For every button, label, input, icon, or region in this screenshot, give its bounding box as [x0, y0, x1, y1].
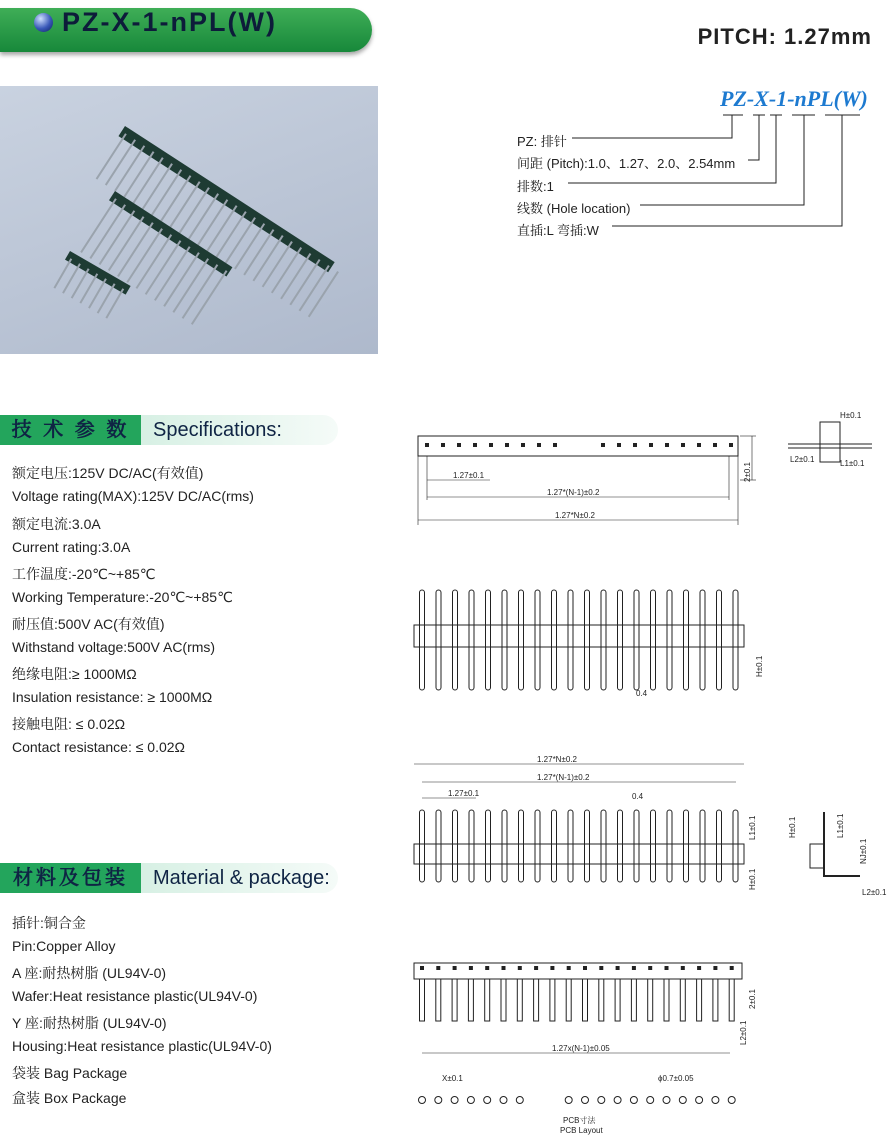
top-view-pin-square — [617, 443, 621, 447]
bent-view-pin — [585, 810, 590, 882]
pcb-hole — [712, 1097, 719, 1104]
right-angle-pin-square — [632, 966, 636, 970]
top-view-pin-square — [649, 443, 653, 447]
straight-pin — [585, 590, 590, 690]
photo-pin — [189, 194, 218, 239]
dim-pcb-pitch: 1.27x(N-1)±0.05 — [552, 1044, 610, 1053]
material-header-en: Material & package: — [141, 863, 338, 893]
pcb-layout-label-zh: PCB寸法 — [563, 1116, 596, 1125]
dim-pitch: 1.27±0.1 — [453, 471, 485, 480]
photo-pin — [216, 212, 245, 257]
pcb-hole — [598, 1097, 605, 1104]
photo-pin — [226, 218, 255, 263]
right-angle-pin-square — [485, 966, 489, 970]
straight-pin — [453, 590, 458, 690]
pcb-hole — [663, 1097, 670, 1104]
right-angle-pin-square — [616, 966, 620, 970]
dim-pin-width: 0.4 — [636, 689, 648, 698]
pcb-hole — [696, 1097, 703, 1104]
bent-view-pin — [684, 810, 689, 882]
bent-view-pin — [667, 810, 672, 882]
straight-pin — [502, 590, 507, 690]
photo-pin — [198, 200, 227, 245]
right-angle-pin — [566, 979, 571, 1021]
bent-view-pin — [469, 810, 474, 882]
dim-bent-l1: L1±0.1 — [748, 815, 757, 840]
dim-bent-pin-width: 0.4 — [632, 792, 644, 801]
spec-line: 额定电流:3.0A — [12, 516, 101, 532]
right-angle-pin-square — [730, 966, 734, 970]
bent-view-pin — [519, 810, 524, 882]
material-line: Wafer:Heat resistance plastic(UL94V-0) — [12, 988, 258, 1004]
material-header — [0, 863, 338, 893]
top-view-pin-square — [457, 443, 461, 447]
pcb-hole — [484, 1097, 491, 1104]
straight-pin — [601, 590, 606, 690]
straight-pin — [684, 590, 689, 690]
dim-side2-nj: NJ±0.1 — [859, 838, 868, 864]
pcb-hole — [516, 1097, 523, 1104]
bent-view-pin — [717, 810, 722, 882]
dim-bent-h: H±0.1 — [748, 868, 757, 890]
photo-pin — [281, 254, 310, 299]
top-view-pin-square — [473, 443, 477, 447]
straight-pin — [552, 590, 557, 690]
right-angle-pin — [420, 979, 425, 1021]
photo-pin — [263, 242, 292, 287]
dim-side-l1: L1±0.1 — [840, 459, 865, 468]
straight-pin — [717, 590, 722, 690]
pcb-layout-label-en: PCB Layout — [560, 1126, 603, 1135]
drawing-front-view-straight — [400, 585, 780, 700]
bent-view-pin — [733, 810, 738, 882]
top-view-pin-square — [697, 443, 701, 447]
photo-pin — [290, 260, 319, 305]
dim-side2-l2: L2±0.1 — [862, 888, 887, 897]
product-photo — [0, 86, 378, 354]
material-line: Y 座:耐热树脂 (UL94V-0) — [12, 1015, 167, 1031]
straight-pin — [568, 590, 573, 690]
top-view-pin-square — [521, 443, 525, 447]
top-view-pin-square — [505, 443, 509, 447]
top-view-pin-square — [553, 443, 557, 447]
photo-pin — [143, 164, 172, 209]
photo-pin — [207, 206, 236, 251]
photo-pin — [106, 140, 135, 185]
right-angle-pin — [517, 979, 522, 1021]
bent-view-pin — [436, 810, 441, 882]
pcb-hole — [419, 1097, 426, 1104]
part-number-code: PZ-X-1-nPL(W) — [720, 86, 868, 111]
dim-pcb-l2: L2±0.1 — [739, 1020, 748, 1045]
pcb-hole — [467, 1097, 474, 1104]
dim-bent-span: 1.27*(N-1)±0.2 — [537, 773, 590, 782]
bent-view-pin — [601, 810, 606, 882]
photo-pin — [170, 182, 199, 227]
material-line: Pin:Copper Alloy — [12, 938, 116, 954]
right-angle-pin — [680, 979, 685, 1021]
material-line: Housing:Heat resistance plastic(UL94V-0) — [12, 1038, 272, 1054]
right-angle-pin-square — [502, 966, 506, 970]
right-angle-pin — [631, 979, 636, 1021]
dim-side2-h: H±0.1 — [788, 816, 797, 838]
legend-item-hole-location: 线数 (Hole location) — [517, 201, 631, 216]
spec-line: 工作温度:-20℃~+85℃ — [12, 566, 156, 582]
bullet-ball-icon — [34, 13, 53, 32]
pcb-hole — [614, 1097, 621, 1104]
dim-bent-length: 1.27*N±0.2 — [537, 755, 577, 764]
legend-item-type: 直插:L 弯插:W — [517, 223, 599, 238]
bent-view-pin — [618, 810, 623, 882]
material-line: 插针:铜合金 — [12, 915, 86, 931]
top-view-pin-square — [633, 443, 637, 447]
straight-pin — [634, 590, 639, 690]
right-angle-pin — [452, 979, 457, 1021]
pcb-hole — [630, 1097, 637, 1104]
right-angle-pin-square — [420, 966, 424, 970]
spec-line: Working Temperature:-20℃~+85℃ — [12, 589, 233, 605]
dim-side-h: H±0.1 — [840, 411, 862, 420]
top-view-pin-square — [441, 443, 445, 447]
right-angle-pin-square — [681, 966, 685, 970]
right-angle-pin — [501, 979, 506, 1021]
dim-side-l2: L2±0.1 — [790, 455, 815, 464]
pcb-hole — [435, 1097, 442, 1104]
pitch-label: PITCH: 1.27mm — [697, 24, 872, 49]
photo-pin — [124, 152, 153, 197]
photo-pin — [235, 224, 264, 269]
photo-pin — [180, 188, 209, 233]
dim-pcb-x: X±0.1 — [442, 1074, 463, 1083]
dim-pcb-height: 2±0.1 — [748, 989, 757, 1009]
bent-view-pin — [634, 810, 639, 882]
specs-header — [0, 415, 338, 445]
right-angle-pin-square — [697, 966, 701, 970]
straight-pin — [651, 590, 656, 690]
material-line: 袋装 Bag Package — [12, 1065, 128, 1081]
pcb-hole — [565, 1097, 572, 1104]
straight-pin — [733, 590, 738, 690]
specs-header-en: Specifications: — [141, 415, 338, 445]
pin-header-illustration — [0, 86, 378, 354]
right-angle-pin-square — [469, 966, 473, 970]
dim-bent-pitch: 1.27±0.1 — [448, 789, 480, 798]
legend-item-pitch: 间距 (Pitch):1.0、1.27、2.0、2.54mm — [517, 156, 736, 171]
right-angle-pin-square — [648, 966, 652, 970]
photo-pin — [299, 266, 328, 311]
right-angle-pin-square — [599, 966, 603, 970]
bent-view-pin — [568, 810, 573, 882]
straight-pin — [469, 590, 474, 690]
bent-view-pin — [700, 810, 705, 882]
photo-pin — [272, 248, 301, 293]
straight-pin — [618, 590, 623, 690]
dim-side2-l1: L1±0.1 — [836, 813, 845, 838]
spec-line: Contact resistance: ≤ 0.02Ω — [12, 739, 186, 755]
material-line: A 座:耐热树脂 (UL94V-0) — [12, 965, 167, 981]
photo-pin — [133, 158, 162, 203]
pcb-hole — [679, 1097, 686, 1104]
right-angle-pin — [713, 979, 718, 1021]
legend-item-rows: 排数:1 — [517, 179, 554, 194]
right-angle-pin-square — [713, 966, 717, 970]
specs-header-zh: 技 术 参 数 — [0, 415, 141, 445]
pcb-hole — [500, 1097, 507, 1104]
photo-pin — [244, 230, 273, 275]
photo-pin — [97, 134, 126, 179]
spec-line: 绝缘电阻:≥ 1000MΩ — [12, 666, 137, 682]
top-view-pin-square — [681, 443, 685, 447]
right-angle-pin — [697, 979, 702, 1021]
pcb-hole — [582, 1097, 589, 1104]
right-angle-pin-square — [534, 966, 538, 970]
right-angle-pin — [664, 979, 669, 1021]
bent-view-pin — [502, 810, 507, 882]
straight-pin — [535, 590, 540, 690]
right-angle-pin-square — [436, 966, 440, 970]
right-angle-pin-square — [453, 966, 457, 970]
right-angle-pin — [436, 979, 441, 1021]
straight-pin — [700, 590, 705, 690]
right-angle-pin-square — [518, 966, 522, 970]
photo-pin — [161, 176, 190, 221]
top-view-pin-square — [537, 443, 541, 447]
straight-pin — [420, 590, 425, 690]
photo-pin — [115, 146, 144, 191]
straight-pin — [667, 590, 672, 690]
right-angle-pin — [583, 979, 588, 1021]
pcb-hole — [728, 1097, 735, 1104]
spec-line: Withstand voltage:500V AC(rms) — [12, 639, 216, 655]
drawing-front-view-bent — [400, 752, 890, 897]
pcb-hole — [451, 1097, 458, 1104]
top-view-pin-square — [729, 443, 733, 447]
top-view-pin-square — [601, 443, 605, 447]
right-angle-pin-square — [567, 966, 571, 970]
spec-line: 耐压值:500V AC(有效值) — [12, 616, 165, 632]
bent-view-pin — [552, 810, 557, 882]
spec-line: 额定电压:125V DC/AC(有效值) — [12, 465, 204, 481]
spec-line: Insulation resistance: ≥ 1000MΩ — [12, 689, 213, 705]
right-angle-pin-square — [583, 966, 587, 970]
right-angle-pin — [550, 979, 555, 1021]
straight-pin — [436, 590, 441, 690]
right-angle-pin-square — [665, 966, 669, 970]
dim-length: 1.27*N±0.2 — [555, 511, 595, 520]
spec-line: Voltage rating(MAX):125V DC/AC(rms) — [12, 488, 254, 504]
right-angle-pin — [599, 979, 604, 1021]
drawing-pcb-layout — [400, 945, 780, 1135]
photo-pin — [253, 236, 282, 281]
top-view-pin-square — [489, 443, 493, 447]
right-angle-pin-square — [550, 966, 554, 970]
right-angle-pin — [615, 979, 620, 1021]
spec-line: 接触电阻: ≤ 0.02Ω — [12, 716, 126, 732]
right-angle-pin — [468, 979, 473, 1021]
dim-pcb-hole: ϕ0.7±0.05 — [658, 1074, 694, 1083]
right-angle-pin — [485, 979, 490, 1021]
straight-pin — [486, 590, 491, 690]
spec-line: Current rating:3.0A — [12, 539, 131, 555]
material-header-zh: 材料及包装 — [0, 863, 141, 893]
legend-item-series: PZ: 排针 — [517, 134, 567, 149]
top-view-pin-square — [665, 443, 669, 447]
page-title: PZ-X-1-nPL(W) — [62, 7, 277, 37]
material-line: 盒装 Box Package — [12, 1090, 127, 1106]
top-view-pin-square — [713, 443, 717, 447]
top-view-pin-square — [425, 443, 429, 447]
dim-front-h: H±0.1 — [755, 655, 764, 677]
photo-pin — [309, 272, 338, 317]
bent-view-pin — [453, 810, 458, 882]
pcb-hole — [647, 1097, 654, 1104]
drawing-top-view — [400, 400, 890, 530]
bent-view-pin — [535, 810, 540, 882]
straight-pin — [519, 590, 524, 690]
right-angle-pin — [648, 979, 653, 1021]
bent-view-pin — [651, 810, 656, 882]
right-angle-pin — [729, 979, 734, 1021]
photo-pin — [152, 170, 181, 215]
bent-view-pin — [486, 810, 491, 882]
dim-height: 2±0.1 — [743, 462, 752, 482]
bent-view-pin — [420, 810, 425, 882]
dim-span: 1.27*(N-1)±0.2 — [547, 488, 600, 497]
right-angle-pin — [534, 979, 539, 1021]
